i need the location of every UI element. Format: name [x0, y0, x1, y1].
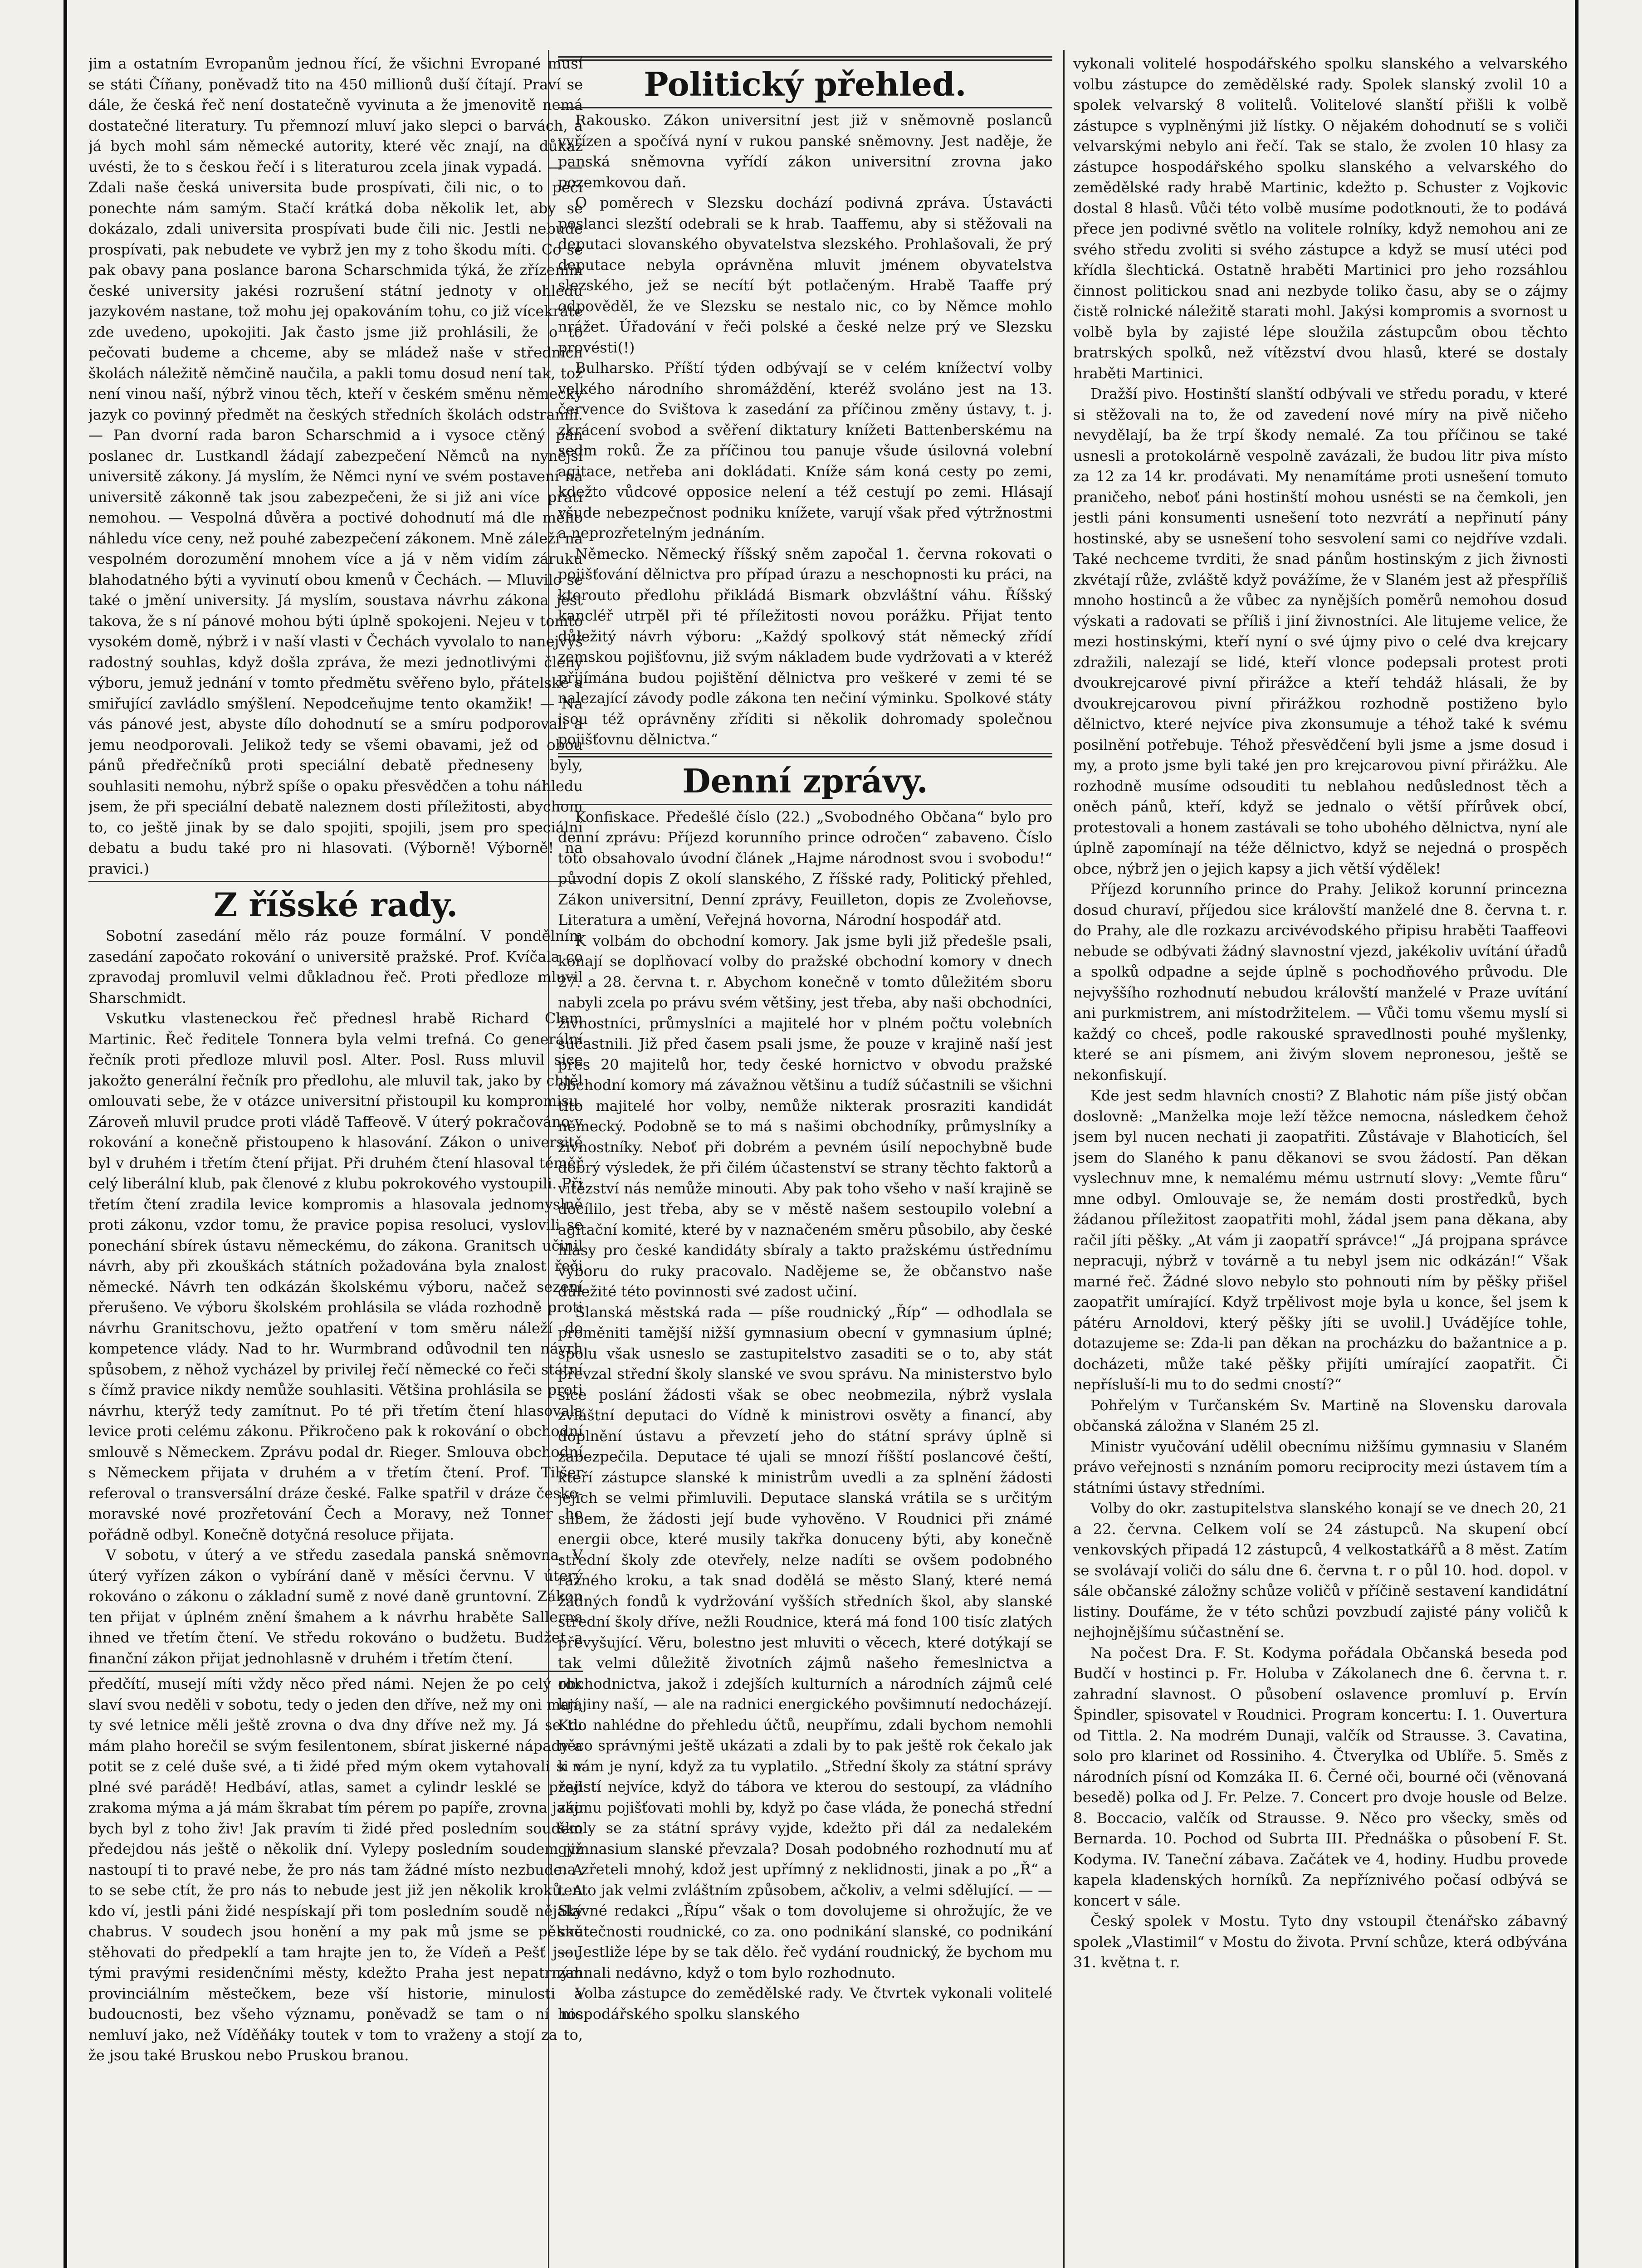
- most-society-paragraph: Český spolek v Mostu. Tyto dny vstoupil čtenářsko zábavný spolek „Vlastimil“ v Mostu do života. První schůze, která odbývána 31. května t. r.: [1073, 1912, 1568, 1971]
- reichsrat-paragraph-2: Vskutku vlasteneckou řeč přednesl hrabě Richard Clam Martinic. Řeč ředitele Tonnera byla velmi trefná. Co generální řečník proti předloze mluvil posl. Alter. Posl. Russ mluvil sice jakožto generální řečník pro předlohu, ale mluvil tak, jako by chtěl omlouvati sebe, že v otázce universitní přistoupil ku kompromisu. Zároveň mluvil prudce proti vládě Taffeově. V úterý pokračováno v rokování a konečně přistoupeno k hlasování. Zákon o universitě byl v druhém i třetím čtení přijat. Při druhém čtení hlasoval téměř celý liberální klub, pak členové z klubu pokrokového vystoupili. Při třetím čtení zradila levice kompromis a hlasovala jednomyslně proti zákonu, vzdor tomu, že pravice popisa resoluci, vyslovili se ponechání sbírek ústavu německému, do zákona. Granitsch učinil návrh, aby při zkouškách státních požadována byla znalost řeči německé. Návrh ten odkázán školskému výboru, načež sezení přerušeno. Ve výboru školském prohlásila se vláda rozhodně proti návrhu Granitschovu, ježto opatření v tom směru náleží do kompetence vlády. Nad to hr. Wurmbrand odůvodnil ten návrh spůsobem, z něhož vycházel by privilej řečí německé co řeči státní s čímž pravice nikdy nemůže souhlasiti. Většina prohlásila se proti návrhu, kterýž tedy zamítnut. Po té při třetím čtení hlasovala levice proti celému zákonu. Přikročeno pak k rokování o obchodní smlouvě s Německem. Zprávu podal dr. Rieger. Smlouva obchodní s Německem přijata v druhém a v třetím čtení. Prof. Tilšer referoval o transversální dráze české. Falke spatřil v dráze česko-moravské nové prozřetování Čech a Moravy, než Tonner ho pořádně odbyl. Konečně dotyčná resoluce přijata.: [88, 1010, 583, 1543]
- bulgaria-paragraph: Bulharsko. Příští týden odbývají se v celém knížectví volby velkého národního shromáždění, kteréž svoláno jest na 13. července do Svištova k zasedání za příčinou změny ústavy, t. j. zkrácení svobod a svěření diktatury knížeti Battenberskému na sedm roků. Že za příčinou tou panuje všude úsilovná volební agitace, netřeba ani dokládati. Kníže sám koná cesty po zemi, kdežto vůdcové opposice nelení a též cestují po zemi. Hlásají všude nebezpečnost podniku knížete, varují však před výtržnostmi a neprozřetelným jednáním.: [558, 359, 1052, 542]
- district-elections-paragraph: Volby do okr. zastupitelstva slanského konají se ve dnech 20, 21 a 22. června. Celkem volí se 24 zástupců. Na skupení obcí venkovských připadá 12 zástupců, 4 velkostatkářů a 8 měst. Zatím se svolávají voliči do sálu dne 6. června t. r o půl 10. hod. dopol. v sále občanské záložny schůze voličů v příčině sestavení kandidátní listiny. Doufáme, že v této schůzi povzbudí zajisté pány voličů k nejhojnějšímu súčastnění se.: [1073, 1500, 1568, 1641]
- section-title-daily-news: Denní zprávy.: [682, 761, 928, 800]
- reichsrat-paragraph-3: V sobotu, v úterý a ve středu zasedala panská sněmovna. V úterý vyřízen zákon o vybírání daně v měsíci červnu. V úterý rokováno o zákonu o základní sumě z nové daně gruntovní. Zákon ten přijat v úplném znění šmahem a k návrhu hraběte Sallerna ihned ve třetím čtení. Ve středu rokováno o budžetu. Budžet a finanční zákon přijat jednohlasně v druhém i třetím čtení.: [88, 1546, 583, 1667]
- austria-paragraph: Rakousko. Zákon universitní jest již v sněmovně poslanců vyřízen a spočívá nyní v rukou panské sněmovny. Jest naděje, že panská sněmovna vyřídí zákon universitní zrovna jako pozemkovou daň.: [558, 112, 1052, 191]
- section-rule: [88, 881, 583, 882]
- reichsrat-paragraph-1: Sobotní zasedání mělo ráz pouze formální. V pondělním zasedání započato rokování o universitě pražské. Prof. Kvíčala co zpravodaj promluvil velmi důkladnou řeč. Proti předloze mluvil Sharschmidt.: [88, 927, 583, 1007]
- agriculture-election-continued: vykonali volitelé hospodářského spolku slanského a velvarského volbu zástupce do zemědělské rady. Spolek slanský zvolil 10 a spolek velvarský 8 volitelů. Volitelové slanští přišli k volbě zástupce s vyplněnými již lístky. O nějakém dohodnutí se s voliči velvarskými nebylo ani řečí. Tak se stalo, že zvolen 10 hlasy za zástupce hospodářského spolku slanského a velvarského do zemědělské rady hrabě Martinic, kdežto p. Schuster z Vojkovic dostal 8 hlasů. Vůči této volbě musíme podotknouti, že to podává přece jen podivné světlo na volitele rolníky, když nemohou ani ze svého středu zvoliti si svého zástupce a když se musí utéci pod křídla šlechtická. Ostatně hraběti Martinici pro jeho rozsáhlou činnost politickou snad ani nezbyde toliko času, aby se o zájmy čistě rolnické náležitě starati mohl. Jakýsi kompromis a svornost u volbě byla by zajisté lépe sloužila zástupcům obou těchto bratrských spolků, než vítězství dvou hlasů, které se dostaly hraběti Martinici.: [1073, 55, 1568, 382]
- column-1: [88, 54, 583, 2268]
- section-title-political-overview: Politický přehled.: [644, 65, 967, 103]
- chamber-elections-paragraph: K volbám do obchodní komory. Jak jsme byli již předešle psali, konají se doplňovací volby do pražské obchodní komory v dnech 27. a 28. června t. r. Abychom konečně v tomto důležitém sboru nabyli zcela po právu svém většiny, jest třeba, aby naši obchodníci, živnostníci, průmyslníci a majitelé hor v plném počtu volebních súčastnili. Již před časem psali jsme, že pouze v krajině naší jest přes 20 majitelů hor, tedy české hornictvo v obvodu pražské obchodní komory má závažnou většinu a tudíž súčastnili se všichni tito majitelé hor volby, nemůže nikterak prosraziti kandidát německý. Podobně se to má s našimi obchodníky, průmyslníky a živnostníky. Neboť při dobrém a pevném úsilí nepochybně bude dobrý výsledek, že při čilém účastenství se strany těchto faktorů a vítězství nás nemůže minouti. Aby pak toho všeho v naší krajině se docílilo, jest třeba, aby se v městě našem sestoupilo volební a agitační komité, které by v naznačeném směru působilo, aby české hlasy pro české kandidáty sbíraly a takto pražskému ústřednímu výboru do ruky pracovalo. Nadějeme se, že občanstvo naše důležité této povinnosti své zadost učiní.: [558, 932, 1052, 1300]
- turciansky-paragraph: Pohřelým v Turčanském Sv. Martině na Slovensku darovala občanská záložna v Slaném 25 zl.: [1073, 1396, 1568, 1434]
- section-title-reichsrat: Z říšské rady.: [213, 885, 458, 924]
- daily-news-rule-bottom: [558, 804, 1052, 805]
- confiscation-paragraph: Konfiskace. Předešlé číslo (22.) „Svobodného Občana“ bylo pro denní zprávu: Příjezd korunního prince odročen“ zabaveno. Číslo toto obsahovalo úvodní článek „Hajme národnost svou i svobodu!“ původní dopis Z okolí slanského, Z říšské rady, Politický přehled, Zákon universitní, Denní zprávy, Feuilleton, dopis ze Zvoleňovse, Literatura a umění, Veřejná hovorna, Národní hospodář atd.: [558, 808, 1052, 929]
- parliament-speech-text: jim a ostatním Evropanům jednou řící, že všichni Evropané musí se státi Číňany, poněvadž tito na 450 millionů duší čítají. Praví se dále, že česká řeč není dostatečně vyvinuta a že jmenovitě nemá dostatečné literatury. Tu přemnozí mluví jako slepci o barvách, a já bych mohl sám německé autority, které věc znají, na důkaz uvésti, že to s českou řečí i s literaturou zcela jinak vypadá. — — Zdali naše česká universita bude prospívati, čili nic, o to péči ponechte nám samým. Stačí krátká doba několik let, aby se dokázalo, zdali universita prospívati bude čili nic. Jestli nebude prospívati, pak nebudete ve vybrž jen my z toho škodu míti. Co se pak obavy pana poslance barona Scharschmida týká, že zřízením české university jakési rozrušení státní jednoty v ohledu jazykovém nastane, tož mohu jej opakováním tohu, co již vícekráte zde uvedeno, upokojiti. Jak často jsme již prohlásili, že o to pečovati budeme a chceme, aby se mládež naše v středních školách náležitě němčině naučila, a pakli tomu dosud není tak, tož není vinou naší, nýbrž vinou těch, kteří v českém směnu německy jazyk co povinný předmět na českých středních školách odstranili. — Pan dvorní rada baron Scharschmid a i vysoce ctěný pán poslanec dr. Lustkandl žádají zabezpečení Němců na nynější universitě zákony. Já myslím, že Němci nyní ve svém postavení na universitě zákonně tak jsou zabezpečeni, že si již ani více přáti nemohou. — Vespolná důvěra a poctivé dohodnutí má dle mého náhledu více ceny, než pouhé zabezpečení zákonem. Mně záleží na vespolném dorozumění mnohem více a já v něm vidím záruku blahodatného býti a vyvinutí obou kmenů v Čechách. — Mluvilo se také o jmění university. Já myslím, soustava návrhu zákona jest takova, že s ní pánové mohou býti úplně spokojeni. Nejeu v tomto vysokém domě, nýbrž i v naší vlasti v Čechách vyvolalo to nanejvýš radostný souhlas, když došla zpráva, že mezi jednotlivými členy výboru, jemuž jednání v tomto předmětu svěřeno bylo, přátelské a smiřující zavládlo smýšlení. Nepodceňujme tento okamžik! — Na vás pánové jest, abyste dílo dohodnutí se a smíru podporovali a jemu neodporovali. Jelikož tedy se všemi obavami, jež od obou pánů předřečníků proti speciální debatě předneseny byly, souhlasiti nemohu, nýbrž spíše o opaku přesvědčen a tohu náhledu jsem, že při speciální debatě naleznem dosti příležitosti, abychom to, co ještě jinak by se dalo spojiti, spojili, jsem pro speciální debatu a budu také pro ni hlasovati. (Výborně! Výborně! na pravici.): [88, 55, 583, 877]
- political-overview-rule-bottom: [558, 107, 1052, 108]
- agriculture-election-paragraph: Volba zástupce do zemědělské rady. Ve čtvrtek vykonali volitelé hospodářského spolku slanského: [558, 1984, 1052, 2023]
- political-overview-rule: [558, 56, 1052, 61]
- column-divider-2: [1063, 50, 1065, 2268]
- crown-prince-paragraph: Příjezd korunního prince do Prahy. Jelikož korunní princezna dosud churaví, příjedou sice královští manželé dne 8. června t. r. do Prahy, ale dle rozkazu arcivévodského připisu hraběti Taaffeovi nebude se odbývati žádný slavnostní vjezd, jakékoliv uvítání úřadů a spolků odpadne a sejde úplně s pochodňového průvodu. Dle nejvyššího rozhodnutí nebudou královští manželé v Praze uvítání ani purkmistrem, ani místodržitelem. — Vůči tomu všemu myslí si každý co chceš, podle rakouské spravedlnosti pouhé myšlenky, které se ani písmem, ani živým slovem nepronesou, ještě se nekonfiskují.: [1073, 880, 1568, 1084]
- kodym-celebration-paragraph: Na počest Dra. F. St. Kodyma pořádala Občanská beseda pod Budčí v hostinci p. Fr. Holuba v Zákolanech dne 6. června t. r. zahradní slavnost. O působení oslavence promluví p. Ervín Špindler, spisovatel v Roudnici. Program koncertu: I. 1. Ouvertura od Tittla. 2. Na modrém Dunaji, valčík od Strausse. 3. Cavatina, solo pro klarinet od Rossiniho. 4. Čtverylka od Ublíře. 5. Směs z národních písní od Komzáka II. 6. Černé oči, bourné oči (věnovaná besedě) polka od J. Fr. Pelze. 7. Concert pro dvoje housle od Belze. 8. Boccacio, valčík od Strausse. 9. Něco pro všecky, směs od Bernarda. 10. Pochod od Subrta III. Přednáška o působení F. St. Kodyma. IV. Taneční zábava. Začátek ve 4, hodiny. Hudbu provede kapela kladenských horníků. Za nepříznivého počasí odbývá se koncert v sále.: [1073, 1644, 1568, 1909]
- column-2: [558, 54, 1052, 2268]
- feuilleton-text: předčítí, musejí míti vždy něco před námi. Nejen že po celý rok slaví svou neděli v sobotu, tedy o jeden den dříve, než my oni mají, ty své letnice měli ještě zrovna o dva dny dříve než my. Já se tu mám plaho horečil se svým fesilentonem, sbírat jiskerné nápady a potit se z celé duše své, a ti židé před mým okem vytahovali si v plné své parádě! Hedbáví, atlas, samet a cylindr lesklé se před zrakoma mýma a já mám škrabat tím pérem po papíře, zrovna jako bych byl z toho živ! Jak pravím ti židé před posledním soudem předejdou nás ještě o několik dní. Vylepy posledním soudem již nastoupí ti to pravé nebe, že pro nás tam žádné místo nezbude. A to se sebe ctít, že pro nás to nebude jest již jen několik kroků. A kdo ví, jestli páni židé nespískají při tom posledním soudě nějaký chabrus. V soudech jsou honění a my pak mů jsme se pěkně stěhovati do předpeklí a tam hrajte jen to, že Vídeň a Pešť jsou tými pravými residenčními městy, kdežto Praha jest nepatrným provinciálním městečkem, beze vší historie, minulosti a budoucnosti, bez všeho významu, poněvadž se tam o ní nic nemluví jako, než Víděňáky toutek v tom to vraženy a stojí za to, že jsou také Bruskou nebo Pruskou branou.: [88, 1675, 583, 2064]
- column-3: [1073, 54, 1568, 2268]
- right-page-border: [1575, 0, 1578, 2268]
- silesia-paragraph: O poměrech v Slezsku dochází podivná zpráva. Ústavácti poslanci slezští odebrali se k hrab. Taaffemu, aby si stěžovali na deputaci slovanského obyvatelstva slezského. Prohlašovali, že prý deputace nebyla oprávněna mluvit jménem obyvatelstva slezského, jež se necítí být potlačeným. Hrabě Taaffe prý odpověděl, že ve Slezsku se nestalo nic, co by Němce mohlo nrážet. Úřadování v řeči polské a české nelze prý ve Slezsku provésti(!): [558, 194, 1052, 356]
- education-minister-paragraph: Ministr vyučování udělil obecnímu nižšímu gymnasiu v Slaném právo veřejnosti s nznáním pomoru reciprocity mezi ústavem tím a státními ústavy středními.: [1073, 1437, 1568, 1496]
- germany-paragraph: Německo. Německý říšský sněm započal 1. června rokovati o pojišťování dělnictva pro případ úrazu a neschopnosti ku práci, na kterouto předlohu přikládá Bismark obzvláštní váhu. Říšský kancléř utrpěl při té příležitosti novou porážku. Přijat tento důležitý návrh výboru: „Každý spolkový stát německý zřídí zemskou pojišťovnu, již svým nákladem bude vydržovati a v kteréž přijímána budou pojištění dělnictva pro veškeré v zemi té se nalezající závody podle zákona ten nečiní výminku. Spolkové státy jsou též oprávněny zříditi si několik dohromady společnou pojišťovnu dělnictva.“: [558, 545, 1052, 748]
- beer-price-paragraph: Dražší pivo. Hostinští slanští odbývali ve středu poradu, v které si stěžovali na to, že od zavedení nové míry na pivě ničeho nevydělají, ba že trpí škody nemalé. Za tou příčinou se také usnesli a protokolárně vespolně zavázali, že budou litr piva místo za 12 za 14 kr. prodávati. My nenamítáme proti usnešení tomuto praničeho, neboť páni hostinští mohou usnésti se na čemkoli, jen jestli páni konsumenti usnešení toto nezvrátí a nepřinutí pány hostinské, aby se usnešení toho sesvolení sami co nejdříve vzdali. Také nechceme tvrditi, že snad pánům hostinským z jich živnosti zkvétají růže, zvláště když povážíme, že v Slaném jest až přespříliš mnoho hostinců a že vůbec za nynějších poměrů nemohou dosud výskati a radovati se příliš i jiní živnostníci. Ale litujeme velice, že mezi hostinskými, kteří nyní o své újmy pivo o celé dva krejcary zdražili, nalezají se lidé, kteří vlonce podepsali protest proti dvoukrejcarové pivní přirážce a kteří tehdáž hlásali, že by dvoukrejcarovou pivní přirážkou rozhodně postiženo bylo dělnictvo, které nejvíce piva zkonsumuje a téhož také k svému posilnění potřebuje. Téhož přesvědčení byli jsme a jsme dosud i my, a proto jsme byli také jen pro krejcarovou pivní přirážku. Ale rozhodně musíme odsouditi tu neblahou nedůslednost těch a oněch pánů, kteří, když se jednalo o větší přírůvek obcí, protestovali a honem zastávali se toho ubohého dělnictva, nyní ale úplně zapomínají na téže dělnictvo, když se nejedná o prospěch obce, nýbrž jen o jejich kapsy a jich větší výdělek!: [1073, 385, 1568, 877]
- town-council-paragraph: Slanská městská rada — píše roudnický „Říp“ — odhodlala se proměniti tamější nižší gymnasium obecní v gymnasium úplné; spolu však usneslo se zastupitelstvo zasaditi se o to, aby stát převzal střední školy slanské ve svou správu. Na ministerstvo bylo sice poslání žádosti však se obec neobmezila, nýbrž vyslala zvláštní deputaci do Vídně k ministrovi osvěty a financí, aby doplnění ústavu a převzetí jeho do státní správy úplně si zabezpečila. Deputace té ujali se mnozí říšští poslancové čeští, kteří zástupce slanské k ministrům uvedli a za splnění žádosti jejich se velmi přimluvili. Deputace slanská vrátila se s určitým slibem, že žádosti její bude vyhověno. V Roudnici při známé energii obce, které musily takřka donuceny býti, aby konečně střední školy zde otevřely, nelze nadíti se ovšem podobného rázného kroku, a tak snad dodělá se město Slaný, které nemá žádných fondů k vydržování vyšších středních škol, aby slanské střední školy dříve, nežli Roudnice, která má fond 100 tisíc zlatých převyšující. Věru, bolestno jest mluviti o věcech, které dotýkají se tak velmi důležitě životních zájmů našeho řemeslnictva a obchodnictva, jakož i zdejších kulturních a národních zájmů celé krajiny naší, — ale na radnici energického povšimnutí nedocházejí. Kdo nahlédne do přehledu účtů, neupřímu, zdali bychom nemohli něco správnými ještě ukázati a zdali by to pak ještě rok čekalo jak k nám je nyní, když za tu vyplatilo. „Střední školy za státní správy zajistí nejvíce, když do tábora ve kterou do sestoupí, za vládního zájmu pojišťovati mohli by, když po čase vláda, že ponechá střední školy se za státní správy vyjde, kdežto při dál za nedalekém gymnasium slanské převzala? Dosah podobného rozhodnutí mu ať na zřeteli mnohý, kdož jest upřímný z neklidnosti, jinak a po „Ř“ a tento jak velmi zvláštním způsobem, ačkoliv, a velmi sdělující. — — Slavné redakci „Řípu“ však o tom dovolujeme si ohrožujíc, že ve skutečnosti roudnické, co za. ono podnikání slanské, co podnikání — Jestliže lépe by se tak dělo. řeč vydání roudnický, že bychom mu zahnali nedávno, když o tom bylo rozhodnuto.: [558, 1303, 1052, 1981]
- feuilleton-rule: [88, 1671, 583, 1672]
- seven-virtues-paragraph: Kde jest sedm hlavních cnosti? Z Blahotic nám píše jistý občan doslovně: „Manželka moje leží těžce nemocna, následkem čehož jsem byl nucen nechati ji zaopatřiti. Zůstávaje v Blahoticích, šel jsem do Slaného k panu děkanovi se svou žádostí. Pan děkan vyslechnuv mne, k nemalému mému ustrnutí slovy: „Vemte fůru“ mne odbyl. Omlouvaje se, že nemám dosti prostředků, bych žádanou příležitost zaopatřiti mohl, žádal jsem pana děkana, aby račil jíti pěšky. „At vám ji zaopatří správce!“ „Já projpana správce nepracuji, nýbrž v továrně a tu nebyl jsem nic odkázán!“ Však marné řeč. Žádné slovo nebylo sto pohnouti ním by pěšky přišel zaopatřit umírající. Když trpělivost moje byla u konce, šel jsem k pátéru Arnoldovi, který pěšky jíti se uvolil.] Uvádějíce tohle, dotazujeme se: Zda-li pan děkan na procházku do bažantnice a p. docházeti, může také pěšky přijíti umírající zaopatřit. Či nepřísluší-li mu to do sedmi cností?“: [1073, 1087, 1568, 1393]
- daily-news-rule: [558, 753, 1052, 758]
- left-page-border: [64, 0, 67, 2268]
